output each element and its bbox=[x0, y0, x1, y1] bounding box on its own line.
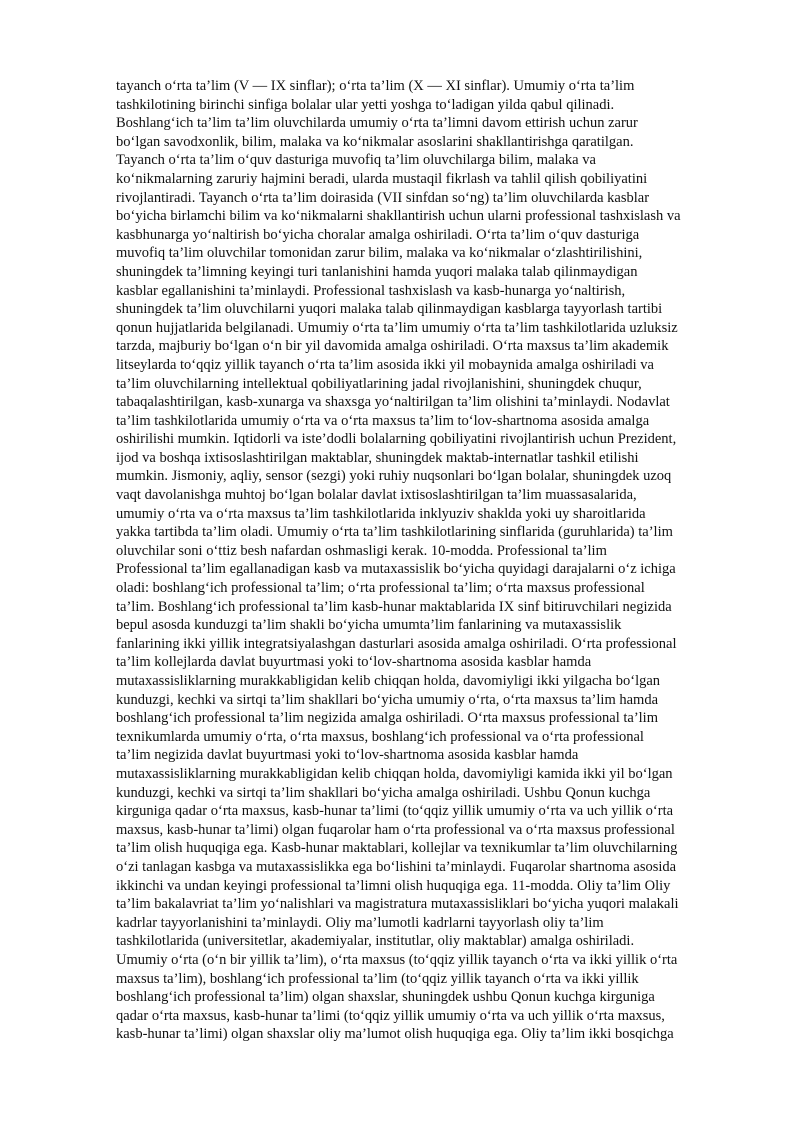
text-line: umumiy o‘rta va o‘rta maxsus ta’lim tashkilotlarida inklyuziv shaklda yoki uy sharoitlarida bbox=[116, 505, 646, 522]
text-line: oluvchilar soni o‘ttiz besh nafardan oshmasligi kerak. 10-modda. Professional ta’lim bbox=[116, 542, 607, 559]
text-line: ko‘nikmalarning zaruriy hajmini beradi, ularda mustaqil fikrlash va tahlil qilish qobiliyatini bbox=[116, 170, 648, 187]
text-line: kasb-hunar ta’limi) olgan shaxslar oliy ma’lumot olish huquqiga ega. Oliy ta’lim ikki bosqichga bbox=[116, 1026, 674, 1043]
text-line: Umumiy o‘rta (o‘n bir yillik ta’lim), o‘rta maxsus (to‘qqiz yillik tayanch o‘rta va ikki yillik o‘rta bbox=[116, 951, 678, 968]
text-line: ta’lim oluvchilarning intellektual qobiliyatlarining jadal rivojlanishini, shuningdek chuqur, bbox=[116, 375, 642, 392]
text-line: muvofiq ta’lim oluvchilar tomonidan zarur bilim, malaka va ko‘nikmalar o‘zlashtirilishini, bbox=[116, 245, 643, 262]
text-line: ta’lim tashkilotlarida umumiy o‘rta va o‘rta maxsus ta’lim to‘lov-shartnoma asosida amalga bbox=[116, 412, 650, 429]
text-line: litseylarda to‘qqiz yillik tayanch o‘rta ta’lim asosida ikki yil mobaynida amalga oshiriladi va bbox=[116, 356, 654, 373]
text-line: rivojlantiradi. Tayanch o‘rta ta’lim doirasida (VII sinfdan so‘ng) ta’lim oluvchilarda kasblar bbox=[116, 189, 650, 206]
text-line: oladi: boshlang‘ich professional ta’lim; o‘rta professional ta’lim; o‘rta maxsus professional bbox=[116, 580, 645, 597]
text-line: vaqt davolanishga muhtoj bo‘lgan bolalar davlat ixtisoslashtirilgan ta’lim muassasalarida, bbox=[116, 487, 637, 504]
text-line: ta’lim negizida davlat buyurtmasi yoki to‘lov-shartnoma asosida kasblar hamda bbox=[116, 747, 579, 764]
text-line: ikkinchi va undan keyingi professional ta’limni olish huquqiga ega. 11-modda. Oliy ta’lim Oliy bbox=[116, 877, 671, 894]
text-line: kunduzgi, kechki va sirtqi ta’lim shakllari bo‘yicha umumiy o‘rta, o‘rta maxsus ta’lim hamda bbox=[116, 691, 659, 708]
body-text bbox=[116, 77, 756, 1044]
text-line: Boshlang‘ich ta’lim ta’lim oluvchilarda umumiy o‘rta ta’limni davom ettirish uchun zarur bbox=[116, 115, 638, 132]
text-line: shuningdek ta’lim oluvchilarni yuqori malaka talab qilinmaydigan kasblarga tayyorlash tartibi bbox=[116, 301, 663, 318]
text-line: kasbhunarga yo‘naltirish bo‘yicha choralar amalga oshiriladi. O‘rta ta’lim o‘quv dasturiga bbox=[116, 226, 640, 243]
text-line: kasblar egallanishini ta’minlaydi. Professional tashxislash va kasb-hunarga yo‘naltirish, bbox=[116, 282, 626, 299]
text-line: bepul asosda kunduzgi ta’lim shakli bo‘yicha umumta’lim fanlarining va mutaxassislik bbox=[116, 617, 622, 634]
text-line: mutaxassisliklarning murakkabligidan kelib chiqqan holda, davomiyligi kamida ikki yil bo‘lgan bbox=[116, 765, 673, 782]
text-line: yakka tartibda ta’lim oladi. Umumiy o‘rta ta’lim tashkilotlarining sinflarida (guruhlarida) ta’lim bbox=[116, 524, 673, 541]
text-line: maxsus ta’lim), boshlang‘ich professional ta’lim (to‘qqiz yillik tayanch o‘rta va ikki yillik bbox=[116, 970, 639, 987]
text-line: bo‘yicha birlamchi bilim va ko‘nikmalarni shakllantirish uchun ularni professional tashxislash va bbox=[116, 208, 681, 225]
text-line: bo‘lgan savodxonlik, bilim, malaka va ko‘nikmalar asoslarini shakllantirishga qaratilgan. bbox=[116, 133, 634, 150]
text-line: tashkilotining birinchi sinfiga bolalar ular yetti yoshga to‘ladigan yilda qabul qilinadi. bbox=[116, 96, 615, 113]
text-line: tarzda, majburiy bo‘lgan o‘n bir yil davomida amalga oshiriladi. O‘rta maxsus ta’lim akademik bbox=[116, 338, 669, 355]
text-line: fanlarining ikki yillik integratsiyalashgan dasturlari asosida amalga oshiriladi. O‘rta professional bbox=[116, 635, 677, 652]
text-line: kunduzgi, kechki va sirtqi ta’lim shakllari bo‘yicha amalga oshiriladi. Ushbu Qonun kuchga bbox=[116, 784, 651, 801]
text-line: kirguniga qadar o‘rta maxsus, kasb-hunar ta’limi (to‘qqiz yillik umumiy o‘rta va uch yillik o‘rta bbox=[116, 803, 674, 820]
text-line: tayanch o‘rta ta’lim (V — IX sinflar); o‘rta ta’lim (X — XI sinflar). Umumiy o‘rta ta’lim bbox=[116, 78, 635, 94]
text-line: qonun hujjatlarida belgilanadi. Umumiy o‘rta ta’lim umumiy o‘rta ta’lim tashkilotlarida uzluksiz bbox=[116, 319, 678, 336]
text-line: boshlang‘ich professional ta’lim negizida amalga oshiriladi. O‘rta maxsus professional ta’lim bbox=[116, 710, 658, 727]
text-line: ta’lim. Boshlang‘ich professional ta’lim kasb-hunar maktablarida IX sinf bitiruvchilari negizida bbox=[116, 598, 672, 615]
text-line: qadar o‘rta maxsus, kasb-hunar ta’limi (to‘qqiz yillik umumiy o‘rta va uch yillik o‘rta maxsus, bbox=[116, 1007, 665, 1024]
text-line: texnikumlarda umumiy o‘rta, o‘rta maxsus, boshlang‘ich professional va o‘rta professional bbox=[116, 728, 644, 745]
text-line: ta’lim kollejlarda davlat buyurtmasi yoki to‘lov-shartnoma asosida kasblar hamda bbox=[116, 654, 592, 671]
text-line: o‘zi tanlagan kasbga va mutaxassislikka ega bo‘lishini ta’minlaydi. Fuqarolar shartnoma asosida bbox=[116, 858, 677, 875]
text-line: ta’lim olish huquqiga ega. Kasb-hunar maktablari, kollejlar va texnikumlar ta’lim oluvchilarning bbox=[116, 840, 678, 857]
text-line: Professional ta’lim egallanadigan kasb va mutaxassislik bo‘yicha quyidagi darajalarni o‘z ichiga bbox=[116, 561, 676, 578]
text-line: kadrlar tayyorlanishini ta’minlaydi. Oliy ma’lumotli kadrlarni tayyorlash oliy ta’lim bbox=[116, 914, 604, 931]
text-line: shuningdek ta’limning keyingi turi tanlanishini hamda yuqori malaka talab qilinmaydigan bbox=[116, 263, 638, 280]
text-line: mutaxassisliklarning murakkabligidan kelib chiqqan holda, davomiyligi ikki yilgacha bo‘lgan bbox=[116, 673, 661, 689]
text-line: boshlang‘ich professional ta’lim) olgan shaxslar, shuningdek ushbu Qonun kuchga kirguniga bbox=[116, 989, 655, 1006]
text-line: maxsus, kasb-hunar ta’limi) olgan fuqarolar ham o‘rta professional va o‘rta maxsus professional bbox=[116, 821, 675, 838]
text-line: ta’lim bakalavriat ta’lim yo‘nalishlari va magistratura mutaxassisliklari bo‘yicha yuqori malakali bbox=[116, 896, 679, 913]
text-line: ijod va boshqa ixtisoslashtirilgan maktablar, shuningdek maktab-internatlar tashkil etilishi bbox=[116, 449, 639, 466]
text-line: Tayanch o‘rta ta’lim o‘quv dasturiga muvofiq ta’lim oluvchilarga bilim, malaka va bbox=[116, 152, 596, 169]
text-line: mumkin. Jismoniy, aqliy, sensor (sezgi) yoki ruhiy nuqsonlari bo‘lgan bolalar, shuningdek uzoq bbox=[116, 468, 672, 485]
text-line: oshirilishi mumkin. Iqtidorli va iste’dodli bolalarning qobiliyatini rivojlantirish uchun Prezident, bbox=[116, 431, 677, 448]
text-line: tabaqalashtirilgan, kasb-xunarga va shaxsga yo‘naltirilgan ta’lim olishini ta’minlaydi. Nodavlat bbox=[116, 394, 670, 411]
text-line: tashkilotlarida (universitetlar, akademiyalar, institutlar, oliy maktablar) amalga oshiriladi. bbox=[116, 933, 635, 950]
